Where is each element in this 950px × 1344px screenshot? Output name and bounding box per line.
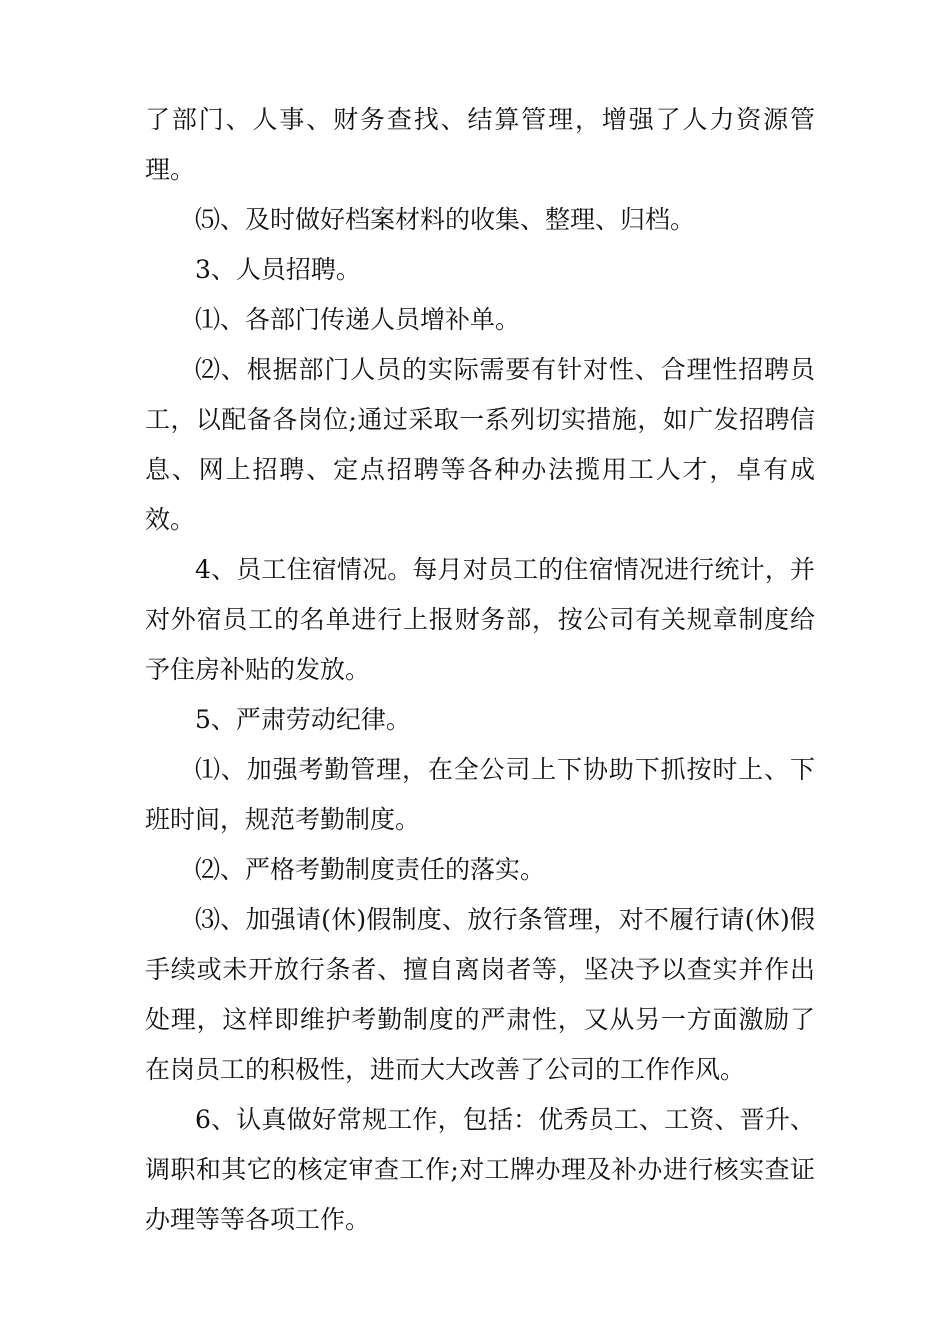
section-heading-recruitment: 3、人员招聘。 (195, 255, 361, 284)
paragraph-continuation: 了部门、人事、财务查找、结算管理，增强了人力资源管理。 (145, 105, 815, 184)
paragraph-discipline-item-2: ⑵、严格考勤制度责任的落实。 (195, 855, 546, 884)
section-heading-discipline: 5、严肃劳动纪律。 (195, 705, 411, 734)
paragraph-discipline-item-1: ⑴、加强考勤管理，在全公司上下协助下抓按时上、下班时间，规范考勤制度。 (145, 755, 815, 834)
paragraph-archive-item: ⑸、及时做好档案材料的收集、整理、归档。 (195, 205, 696, 234)
paragraph-recruitment-item-1: ⑴、各部门传递人员增补单。 (195, 305, 521, 334)
paragraph-routine-work: 6、认真做好常规工作，包括：优秀员工、工资、晋升、调职和其它的核定审查工作;对工牌办理及补办进行核实查证办理等等各项工作。 (145, 1105, 815, 1234)
paragraph-housing: 4、员工住宿情况。每月对员工的住宿情况进行统计，并对外宿员工的名单进行上报财务部，按公司有关规章制度给予住房补贴的发放。 (145, 555, 815, 684)
paragraph-discipline-item-3: ⑶、加强请(休)假制度、放行条管理，对不履行请(休)假手续或未开放行条者、擅自离岗者等，坚决予以查实并作出处理，这样即维护考勤制度的严肃性，又从另一方面激励了在岗员工的积极性，进而大大改善了公司的工作作风。 (145, 905, 815, 1084)
paragraph-recruitment-item-2: ⑵、根据部门人员的实际需要有针对性、合理性招聘员工，以配备各岗位;通过采取一系列切实措施，如广发招聘信息、网上招聘、定点招聘等各种办法揽用工人才，卓有成效。 (145, 355, 815, 534)
document-body (145, 95, 815, 1245)
